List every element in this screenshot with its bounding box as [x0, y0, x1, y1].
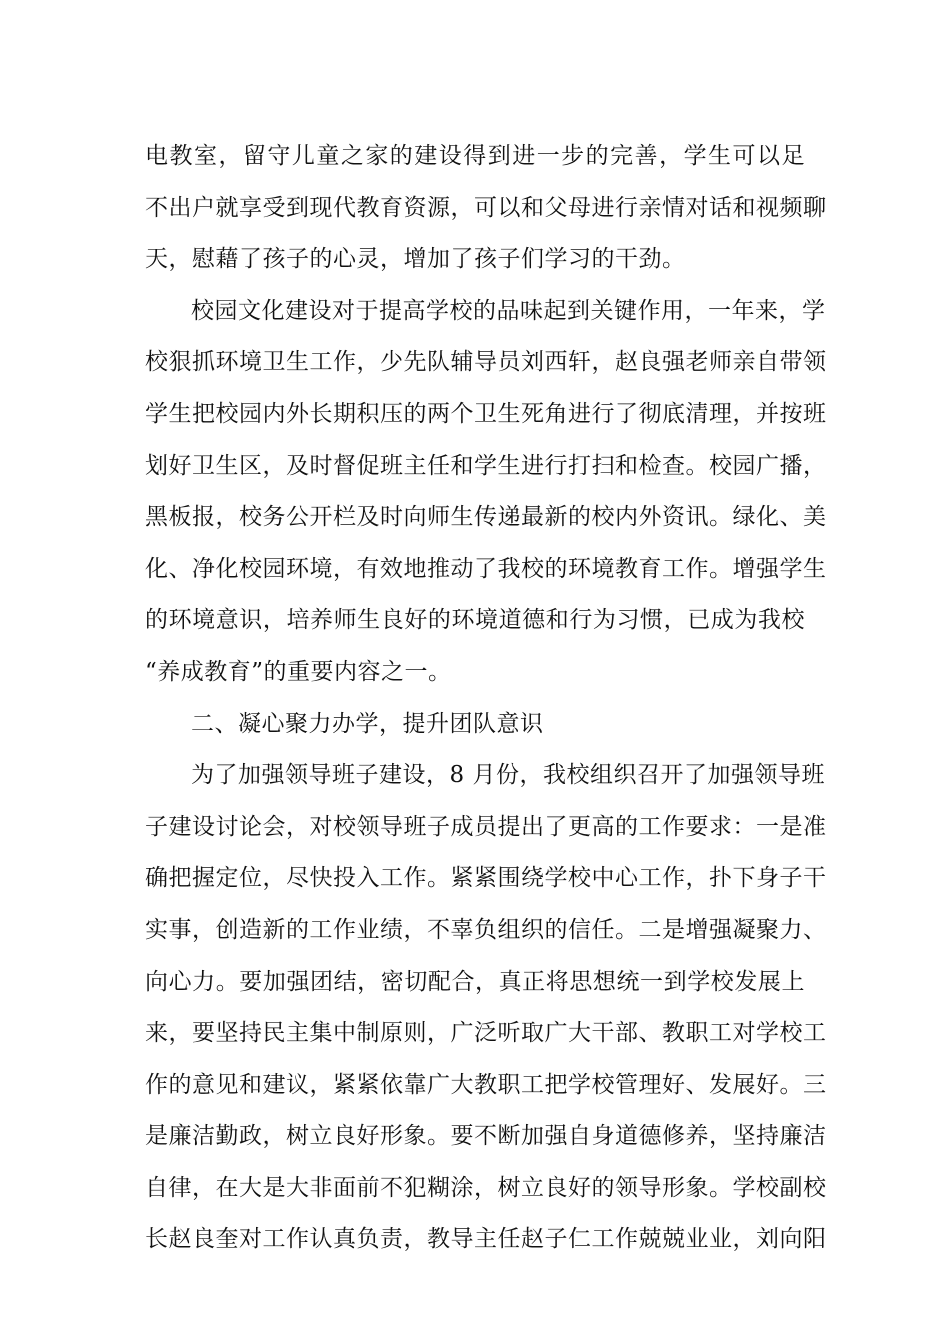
text-line: 学生把校园内外长期积压的两个卫生死角进行了彻底清理，并按班 [145, 400, 827, 427]
text-line: 作的意见和建议，紧紧依靠广大教职工把学校管理好、发展好。三 [145, 1071, 827, 1098]
text-line: 化、净化校园环境，有效地推动了我校的环境教育工作。增强学生 [145, 555, 827, 582]
text-line: 确把握定位，尽快投入工作。紧紧围绕学校中心工作，扑下身子干 [145, 865, 827, 892]
document-body [145, 131, 827, 1266]
text-line: 校狠抓环境卫生工作，少先队辅导员刘西轩，赵良强老师亲自带领 [145, 349, 827, 376]
paragraph-4 [145, 750, 827, 1266]
section-heading-text: 二、凝心聚力办学，提升团队意识 [191, 710, 544, 737]
text-line: 实事，创造新的工作业绩，不辜负组织的信任。二是增强凝聚力、 [145, 916, 827, 943]
text-line: 不出户就享受到现代教育资源，可以和父母进行亲情对话和视频聊 [145, 194, 827, 221]
text-line: 电教室，留守儿童之家的建设得到进一步的完善，学生可以足 [145, 143, 805, 169]
text-line: 校园文化建设对于提高学校的品味起到关键作用，一年来，学 [191, 297, 826, 324]
text-line: 是廉洁勤政，树立良好形象。要不断加强自身道德修养，坚持廉洁 [145, 1123, 827, 1150]
text-line: 子建设讨论会，对校领导班子成员提出了更高的工作要求：一是准 [145, 813, 827, 840]
text-line: 黑板报，校务公开栏及时向师生传递最新的校内外资讯。绿化、美 [145, 504, 827, 531]
paragraph-1 [145, 131, 827, 286]
text-line: 向心力。要加强团结，密切配合，真正将思想统一到学校发展上 [145, 968, 805, 995]
paragraph-2 [145, 286, 827, 699]
text-line: 划好卫生区，及时督促班主任和学生进行打扫和检查。校园广播， [145, 452, 827, 479]
text-line: 自律，在大是大非面前不犯糊涂，树立良好的领导形象。学校副校 [145, 1174, 827, 1201]
text-line: “养成教育”的重要内容之一。 [145, 658, 452, 685]
text-line: 为了加强领导班子建设，8 月份，我校组织召开了加强领导班 [191, 762, 825, 789]
text-line: 天，慰藉了孩子的心灵，增加了孩子们学习的干劲。 [145, 246, 686, 273]
text-line: 长赵良奎对工作认真负责，教导主任赵子仁工作兢兢业业，刘向阳 [145, 1226, 827, 1253]
text-line: 来，要坚持民主集中制原则，广泛听取广大干部、教职工对学校工 [145, 1020, 827, 1047]
section-heading [145, 699, 805, 751]
text-line: 的环境意识，培养师生良好的环境道德和行为习惯，已成为我校 [145, 607, 805, 634]
